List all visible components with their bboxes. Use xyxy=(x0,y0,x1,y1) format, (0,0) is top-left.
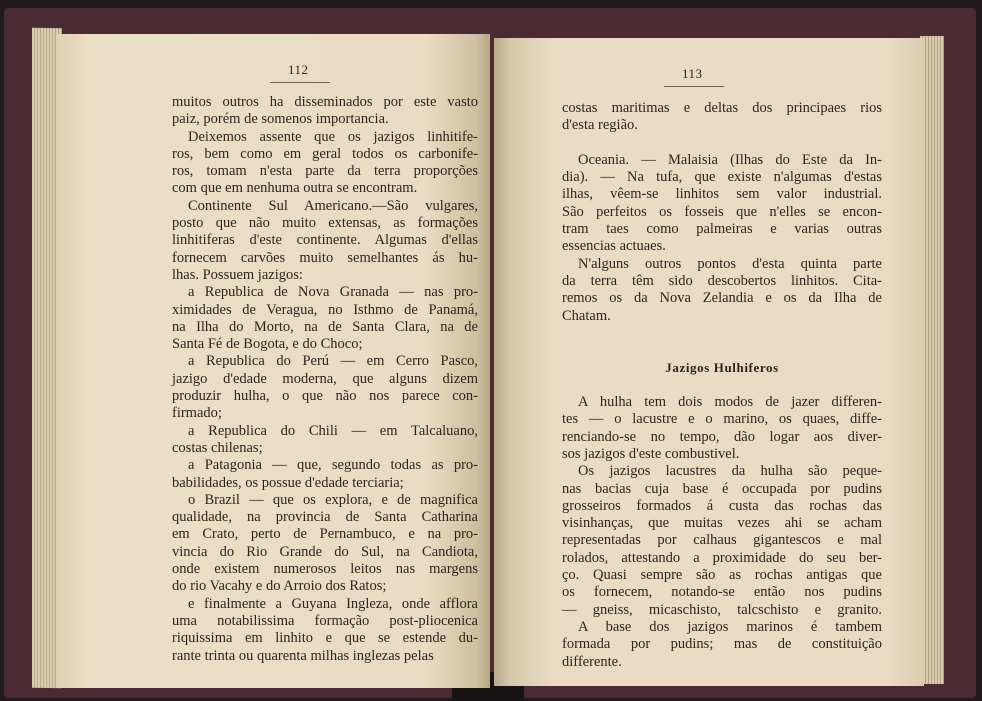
section-heading: Jazigos Hulhiferos xyxy=(665,360,779,376)
text-line: ço. Quasi sempre são as rochas antigas que xyxy=(562,567,882,584)
header-rule xyxy=(664,86,724,87)
paragraph-gap xyxy=(562,342,882,359)
text-line: rante trinta ou quarenta milhas inglezas pelas xyxy=(172,647,434,664)
text-line: Oceania. — Malaisia (Ilhas do Este da In- xyxy=(578,151,882,168)
text-line: qualidade, na provincia de Santa Catharina xyxy=(172,509,478,526)
text-line: remos os da Nova Zelandia e os da Ilha de xyxy=(562,290,882,307)
text-line: a Republica do Perú — em Cerro Pasco, xyxy=(188,353,478,370)
text-line: Chatam. xyxy=(562,307,611,324)
text-line: Os jazigos lacustres da hulha são peque- xyxy=(578,463,882,480)
text-line: do rio Vacahy e do Arroio dos Ratos; xyxy=(172,578,387,595)
text-line: muitos outros ha disseminados por este vasto xyxy=(172,94,478,110)
text-line: linhitiferas d'este continente. Algumas d'ellas xyxy=(172,232,478,249)
text-line: firmado; xyxy=(172,405,222,422)
text-line: Continente Sul Americano.—São vulgares, xyxy=(188,197,478,214)
paragraph-gap xyxy=(562,325,882,342)
text-line: representadas por calhaus gigantescos e mal xyxy=(562,532,882,549)
text-line: Santa Fé de Bogota, e do Choco; xyxy=(172,336,363,353)
right-page xyxy=(494,38,924,686)
text-line: d'esta região. xyxy=(562,117,638,134)
text-line: São perfeitos os fosseis que n'elles se encon- xyxy=(562,203,882,220)
page-number: 113 xyxy=(682,66,703,81)
text-line: a Republica de Nova Granada — nas pro- xyxy=(188,284,478,301)
text-line: N'alguns outros pontos d'esta quinta parte xyxy=(578,255,882,272)
paragraph-gap xyxy=(562,377,882,394)
text-line: — gneiss, micaschisto, talcschisto e granito. xyxy=(562,601,882,618)
text-line: rolados, attestando a proximidade do seu ber- xyxy=(562,549,882,566)
right-page-text xyxy=(562,100,882,671)
text-line: A hulha tem dois modos de jazer differen- xyxy=(578,394,882,411)
paragraph-gap xyxy=(562,135,882,152)
text-line: jazigo d'edade moderna, que alguns dizem xyxy=(172,370,478,387)
page-number: 112 xyxy=(288,62,309,77)
text-line: uma notabilissima formação post-pliocenica xyxy=(172,612,478,629)
text-line: grosseiros formados á custa das rochas das xyxy=(562,497,882,514)
text-line: o Brazil — que os explora, e de magnifica xyxy=(188,491,478,508)
text-line: nas bacias cuja base é occupada por pudins xyxy=(562,480,882,497)
text-line: produzir hulha, o que não nos parece con- xyxy=(172,388,478,405)
text-line: costas chilenas; xyxy=(172,439,263,456)
text-line: differente. xyxy=(562,653,622,670)
text-line: ros, tomam n'esta parte da terra proporções xyxy=(172,163,478,180)
text-line: tram taes como palmeiras e varias outras xyxy=(562,221,882,238)
text-line: riquissima em linhito e que se estende du- xyxy=(172,630,478,647)
text-line: ros, bem como em geral todos os carbonife- xyxy=(172,145,478,162)
text-line: na Ilha do Morto, na de Santa Clara, na de xyxy=(172,318,478,335)
text-line: babilidades, os possue d'edade terciaria; xyxy=(172,474,404,491)
text-line: essencias actuaes. xyxy=(562,238,666,255)
text-line: da terra têm sido descobertos linhitos. Cita- xyxy=(562,272,882,289)
text-line: os fornecem, notando-se então nos pudins xyxy=(562,584,882,601)
text-line: renciando-se no tempo, dão logar aos diver- xyxy=(562,428,882,445)
text-line: Deixemos assente que os jazigos linhitife- xyxy=(188,128,478,145)
text-line: formada por pudins; mas de constituição xyxy=(562,636,882,653)
text-line: visinhanças, que muitas vezes ahi se acham xyxy=(562,515,882,532)
text-line: a Patagonia — que, segundo todas as pro- xyxy=(188,457,478,474)
text-line: costas maritimas e deltas dos principaes rios xyxy=(562,100,882,116)
text-line: dia). — Na tufa, que existe n'algumas d'estas xyxy=(562,169,882,186)
text-line: com que em nenhuma outra se encontram. xyxy=(172,180,418,197)
text-line: paiz, porém de somenos importancia. xyxy=(172,111,389,128)
text-line: a Republica do Chili — em Talcaluano, xyxy=(188,422,478,439)
text-line: tes — o lacustre e o marino, os quaes, diffe- xyxy=(562,411,882,428)
text-line: e finalmente a Guyana Ingleza, onde afflora xyxy=(188,595,478,612)
text-line: onde existem numerosos leitos nas margens xyxy=(172,561,478,578)
text-line: vincia do Rio Grande do Sul, na Candiota, xyxy=(172,543,478,560)
left-page-text xyxy=(172,94,478,665)
text-line: ximidades de Veragua, no Isthmo de Panamá, xyxy=(172,301,478,318)
text-line: fornecem carvões muito semelhantes ás hu- xyxy=(172,249,478,266)
text-line: posto que não muito extensas, as formações xyxy=(172,215,478,232)
text-line: sos jazigos d'este combustivel. xyxy=(562,445,740,462)
left-page xyxy=(56,34,490,688)
text-line: ilhas, vêem-se linhitos sem valor industrial. xyxy=(562,186,882,203)
text-line: em Crato, perto de Pernambuco, e na pro- xyxy=(172,526,478,543)
text-line: lhas. Possuem jazigos: xyxy=(172,266,303,283)
text-line: A base dos jazigos marinos é tambem xyxy=(578,618,882,635)
header-rule xyxy=(270,82,330,83)
